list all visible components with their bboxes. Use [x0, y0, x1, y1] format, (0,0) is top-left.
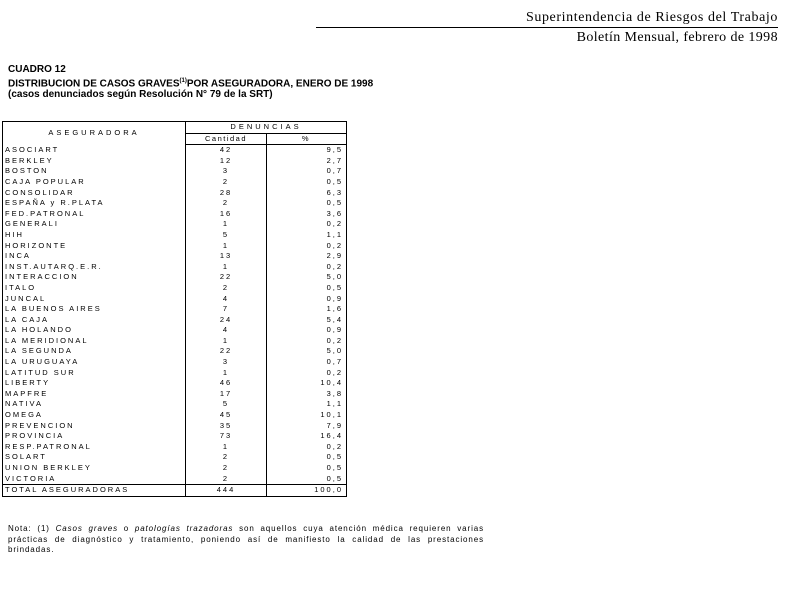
- aseguradora-name: PREVENCION: [3, 421, 186, 432]
- aseguradora-name: INCA: [3, 251, 186, 262]
- table-row: [3, 421, 347, 432]
- table-row: [3, 325, 347, 336]
- percent-cell: 9,5: [326, 145, 343, 155]
- cantidad-cell: 22: [186, 272, 267, 283]
- table-row: [3, 389, 347, 400]
- aseguradora-name: NATIVA: [3, 399, 186, 410]
- header-aseguradora: ASEGURADORA: [3, 122, 186, 145]
- table-row: [3, 357, 347, 368]
- table-row: [3, 399, 347, 410]
- percent-cell: 5,0: [326, 346, 343, 356]
- percent-cell: 7,9: [326, 420, 343, 430]
- cantidad-cell: 16: [186, 209, 267, 220]
- cantidad-cell: 1: [186, 442, 267, 453]
- aseguradora-name: MAPFRE: [3, 389, 186, 400]
- cuadro-number: CUADRO 12: [8, 64, 66, 75]
- table-row: [3, 209, 347, 220]
- total-percent: 100,0: [267, 485, 347, 497]
- percent-cell: 0,7: [326, 166, 343, 176]
- table-row: [3, 219, 347, 230]
- aseguradora-name: GENERALI: [3, 219, 186, 230]
- percent-cell: 0,7: [326, 357, 343, 367]
- table-row: [3, 251, 347, 262]
- percent-cell: 2,9: [326, 251, 343, 261]
- percent-cell: 0,2: [326, 261, 343, 271]
- table-row: [3, 368, 347, 379]
- table-row: [3, 156, 347, 167]
- aseguradora-name: INTERACCION: [3, 272, 186, 283]
- aseguradora-name: FED.PATRONAL: [3, 209, 186, 220]
- table-row: [3, 346, 347, 357]
- aseguradora-name: ASOCIART: [3, 145, 186, 156]
- cantidad-cell: 28: [186, 188, 267, 199]
- percent-cell: 1,6: [326, 304, 343, 314]
- table-header-row: [3, 122, 347, 134]
- cantidad-cell: 2: [186, 474, 267, 485]
- total-cantidad: 444: [186, 485, 267, 497]
- cantidad-cell: 1: [186, 368, 267, 379]
- cantidad-cell: 22: [186, 346, 267, 357]
- aseguradora-name: CAJA POPULAR: [3, 177, 186, 188]
- footnote-term-casos-graves: Casos graves: [55, 524, 118, 533]
- table-row: [3, 272, 347, 283]
- cantidad-cell: 1: [186, 262, 267, 273]
- table-row: [3, 474, 347, 485]
- table-row: [3, 378, 347, 389]
- cantidad-cell: 5: [186, 230, 267, 241]
- aseguradora-name: JUNCAL: [3, 294, 186, 305]
- table-row: [3, 262, 347, 273]
- header-subtitle: Boletín Mensual, febrero de 1998: [576, 30, 778, 45]
- aseguradora-name: ITALO: [3, 283, 186, 294]
- aseguradora-name: LA CAJA: [3, 315, 186, 326]
- percent-cell: 1,1: [326, 399, 343, 409]
- total-label: TOTAL ASEGURADORAS: [3, 485, 186, 497]
- cantidad-cell: 42: [186, 145, 267, 156]
- table-row: [3, 241, 347, 252]
- percent-cell: 0,5: [326, 452, 343, 462]
- cantidad-cell: 73: [186, 431, 267, 442]
- cantidad-cell: 35: [186, 421, 267, 432]
- cantidad-cell: 12: [186, 156, 267, 167]
- footnote-prefix: Nota: (1): [8, 524, 56, 533]
- table-row: [3, 188, 347, 199]
- table-row: [3, 452, 347, 463]
- percent-cell: 1,1: [326, 229, 343, 239]
- aseguradora-name: BERKLEY: [3, 156, 186, 167]
- cantidad-cell: 17: [186, 389, 267, 400]
- percent-cell: 0,2: [326, 367, 343, 377]
- table-row: [3, 431, 347, 442]
- percent-cell: 3,6: [326, 208, 343, 218]
- table-row: [3, 315, 347, 326]
- table-row: [3, 283, 347, 294]
- cantidad-cell: 45: [186, 410, 267, 421]
- cantidad-cell: 13: [186, 251, 267, 262]
- percent-cell: 0,2: [326, 219, 343, 229]
- aseguradora-name: SOLART: [3, 452, 186, 463]
- table-row: [3, 198, 347, 209]
- percent-cell: 0,9: [326, 293, 343, 303]
- table-row: [3, 145, 347, 156]
- cantidad-cell: 7: [186, 304, 267, 315]
- header-cantidad: Cantidad: [186, 133, 267, 145]
- footnote-text: son aquellos cuya atención médica requieren varias prácticas de diagnóstico y tratamiento, poniendo así de manifiesto la calidad de las prestaciones brindadas.: [8, 524, 485, 554]
- table-row: [3, 463, 347, 474]
- table-row: [3, 166, 347, 177]
- header-title: Superintendencia de Riesgos del Trabajo: [525, 10, 778, 25]
- aseguradora-name: LA MERIDIONAL: [3, 336, 186, 347]
- cantidad-cell: 4: [186, 325, 267, 336]
- percent-cell: 0,5: [326, 198, 343, 208]
- aseguradora-name: ESPAÑA y R.PLATA: [3, 198, 186, 209]
- percent-cell: 10,1: [320, 410, 343, 420]
- aseguradora-name: LA SEGUNDA: [3, 346, 186, 357]
- cantidad-cell: 24: [186, 315, 267, 326]
- cantidad-cell: 4: [186, 294, 267, 305]
- table-row: [3, 294, 347, 305]
- aseguradora-name: BOSTON: [3, 166, 186, 177]
- aseguradora-name: LIBERTY: [3, 378, 186, 389]
- table-row: [3, 177, 347, 188]
- aseguradora-name: LATITUD SUR: [3, 368, 186, 379]
- aseguradora-name: CONSOLIDAR: [3, 188, 186, 199]
- cuadro-heading: [8, 64, 373, 101]
- cantidad-cell: 46: [186, 378, 267, 389]
- aseguradora-name: RESP.PATRONAL: [3, 442, 186, 453]
- percent-cell: 5,4: [326, 314, 343, 324]
- table-row: [3, 336, 347, 347]
- aseguradora-name: VICTORIA: [3, 474, 186, 485]
- header-percent: %: [267, 133, 347, 145]
- aseguradora-name: PROVINCIA: [3, 431, 186, 442]
- cantidad-cell: 2: [186, 463, 267, 474]
- percent-cell: 0,5: [326, 176, 343, 186]
- header-rule: [316, 27, 778, 28]
- percent-cell: 2,7: [326, 155, 343, 165]
- cuadro-subtitle: (casos denunciados según Resolución N° 79 de la SRT): [8, 89, 273, 101]
- percent-cell: 5,0: [326, 272, 343, 282]
- aseguradora-name: INST.AUTARQ.E.R.: [3, 262, 186, 273]
- cuadro-title-post: POR ASEGURADORA, ENERO DE 1998: [186, 77, 374, 89]
- table-row: [3, 410, 347, 421]
- aseguradora-name: LA URUGUAYA: [3, 357, 186, 368]
- cantidad-cell: 1: [186, 241, 267, 252]
- percent-cell: 0,5: [326, 473, 343, 483]
- percent-cell: 0,5: [326, 463, 343, 472]
- cantidad-cell: 2: [186, 198, 267, 209]
- percent-cell: 0,2: [326, 441, 343, 451]
- aseguradora-name: UNION BERKLEY: [3, 463, 186, 474]
- footnote: [8, 524, 484, 556]
- footnote-connector: o: [117, 524, 135, 533]
- table-row: [3, 442, 347, 453]
- cuadro-title-pre: DISTRIBUCION DE CASOS GRAVES: [8, 77, 180, 89]
- aseguradoras-table: [2, 121, 347, 497]
- cantidad-cell: 1: [186, 336, 267, 347]
- total-row: [3, 485, 347, 497]
- cantidad-cell: 2: [186, 177, 267, 188]
- cuadro-title: [8, 76, 373, 90]
- cantidad-cell: 3: [186, 357, 267, 368]
- percent-cell: 0,2: [326, 240, 343, 250]
- percent-cell: 0,2: [326, 335, 343, 345]
- percent-cell: 16,4: [320, 431, 343, 441]
- cuadro-title-footnote-mark: (1): [179, 77, 187, 84]
- percent-cell: 0,5: [326, 282, 343, 292]
- cantidad-cell: 1: [186, 219, 267, 230]
- cantidad-cell: 5: [186, 399, 267, 410]
- aseguradora-name: OMEGA: [3, 410, 186, 421]
- aseguradora-name: HORIZONTE: [3, 241, 186, 252]
- table-row: [3, 304, 347, 315]
- percent-cell: 10,4: [320, 378, 343, 388]
- aseguradora-name: HIH: [3, 230, 186, 241]
- aseguradora-name: LA HOLANDO: [3, 325, 186, 336]
- cantidad-cell: 2: [186, 452, 267, 463]
- footnote-term-patologias: patologías trazadoras: [134, 524, 234, 533]
- cantidad-cell: 3: [186, 166, 267, 177]
- cantidad-cell: 2: [186, 283, 267, 294]
- header-denuncias: DENUNCIAS: [186, 122, 347, 134]
- aseguradora-name: LA BUENOS AIRES: [3, 304, 186, 315]
- percent-cell: 0,9: [326, 325, 343, 335]
- table-row: [3, 230, 347, 241]
- percent-cell: 6,3: [326, 187, 343, 197]
- percent-cell: 3,8: [326, 388, 343, 398]
